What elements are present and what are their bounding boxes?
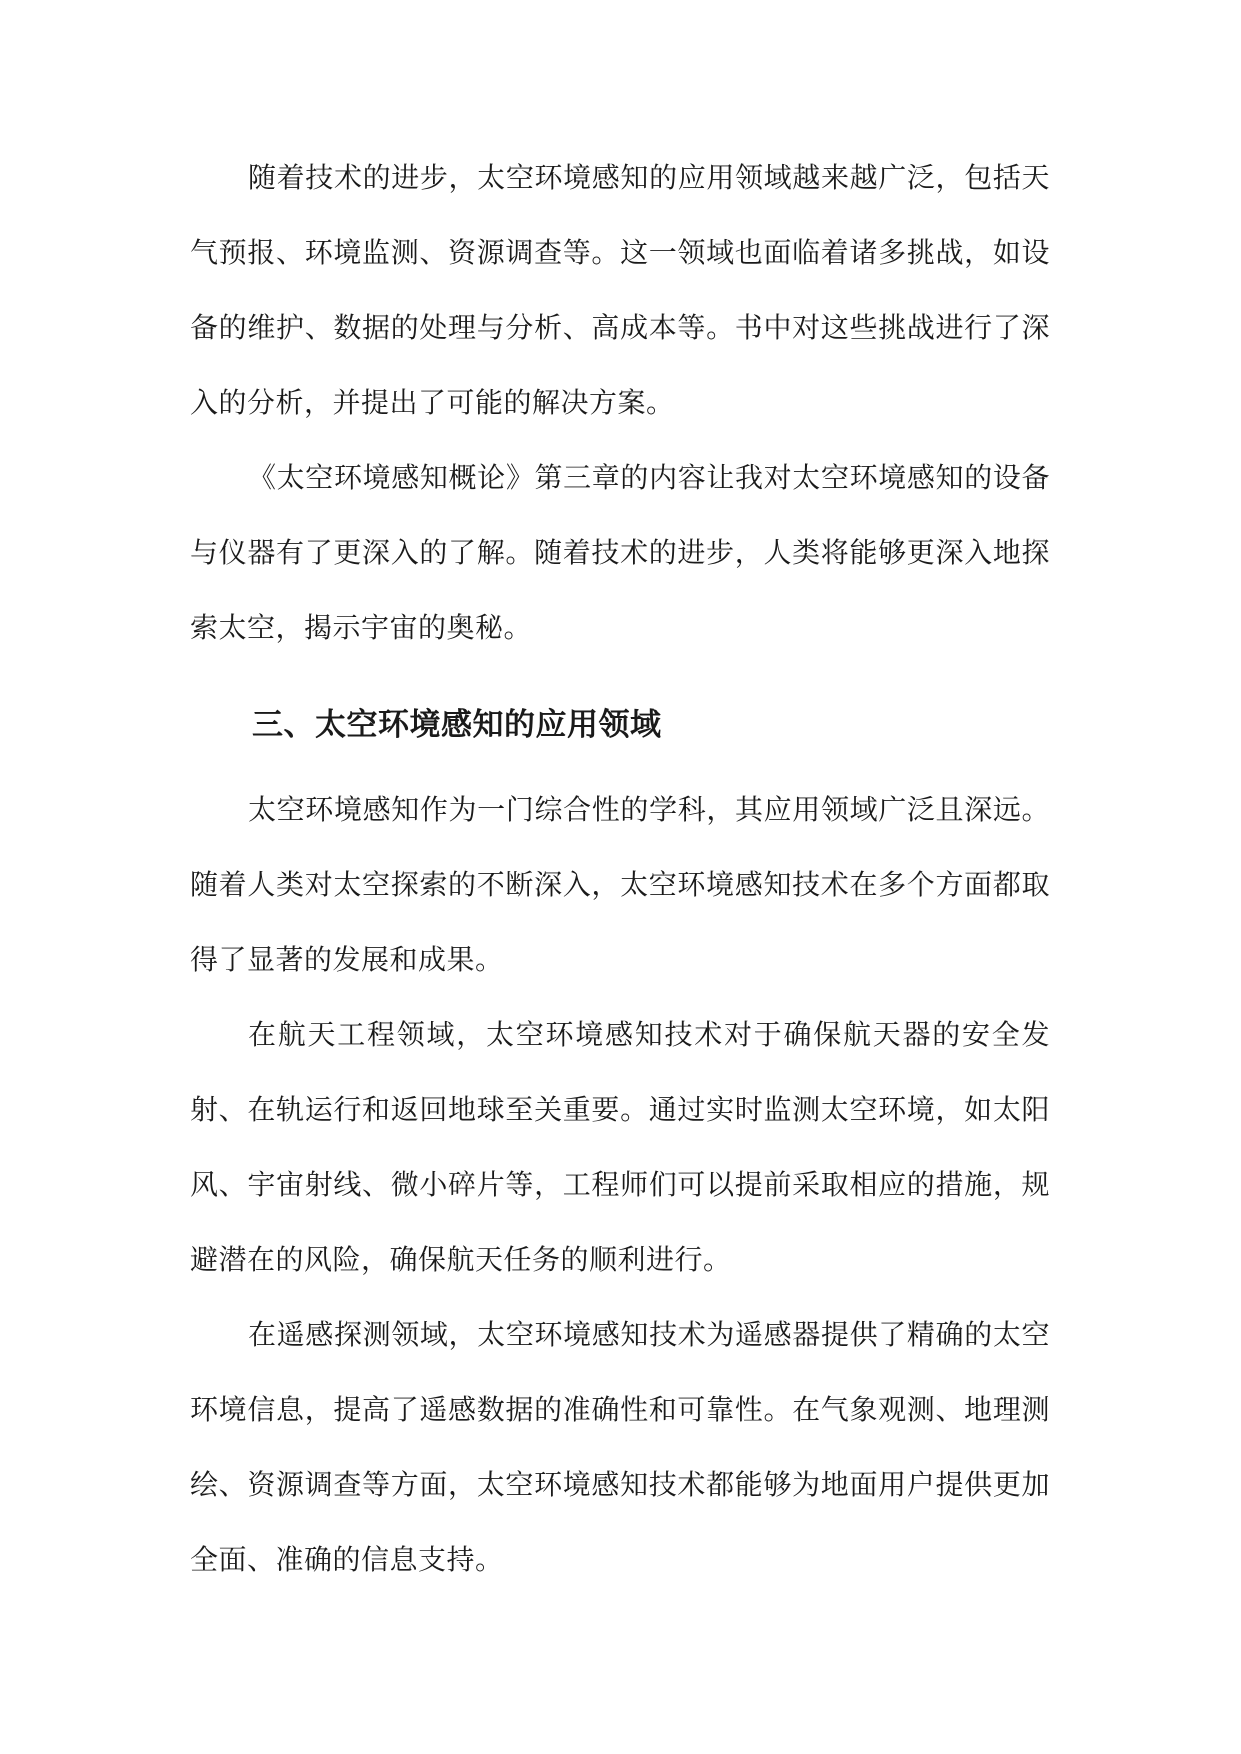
body-paragraph: 随着技术的进步，太空环境感知的应用领域越来越广泛，包括天气预报、环境监测、资源调查等。这一领域也面临着诸多挑战，如设备的维护、数据的处理与分析、高成本等。书中对这些挑战进行了深入的分析，并提出了可能的解决方案。 — [190, 161, 1050, 419]
body-paragraph: 在航天工程领域，太空环境感知技术对于确保航天器的安全发射、在轨运行和返回地球至关重要。通过实时监测太空环境，如太阳风、宇宙射线、微小碎片等，工程师们可以提前采取相应的措施，规避潜在的风险，确保航天任务的顺利进行。 — [190, 1018, 1050, 1276]
body-paragraph: 太空环境感知作为一门综合性的学科，其应用领域广泛且深远。随着人类对太空探索的不断深入，太空环境感知技术在多个方面都取得了显著的发展和成果。 — [190, 793, 1050, 976]
document-page — [190, 140, 1050, 1597]
body-paragraph: 在遥感探测领域，太空环境感知技术为遥感器提供了精确的太空环境信息，提高了遥感数据的准确性和可靠性。在气象观测、地理测绘、资源调查等方面，太空环境感知技术都能够为地面用户提供更加全面、准确的信息支持。 — [190, 1318, 1050, 1576]
section-heading: 三、太空环境感知的应用领域 — [252, 707, 662, 743]
body-paragraph: 《太空环境感知概论》第三章的内容让我对太空环境感知的设备与仪器有了更深入的了解。随着技术的进步，人类将能够更深入地探索太空，揭示宇宙的奥秘。 — [190, 461, 1050, 644]
